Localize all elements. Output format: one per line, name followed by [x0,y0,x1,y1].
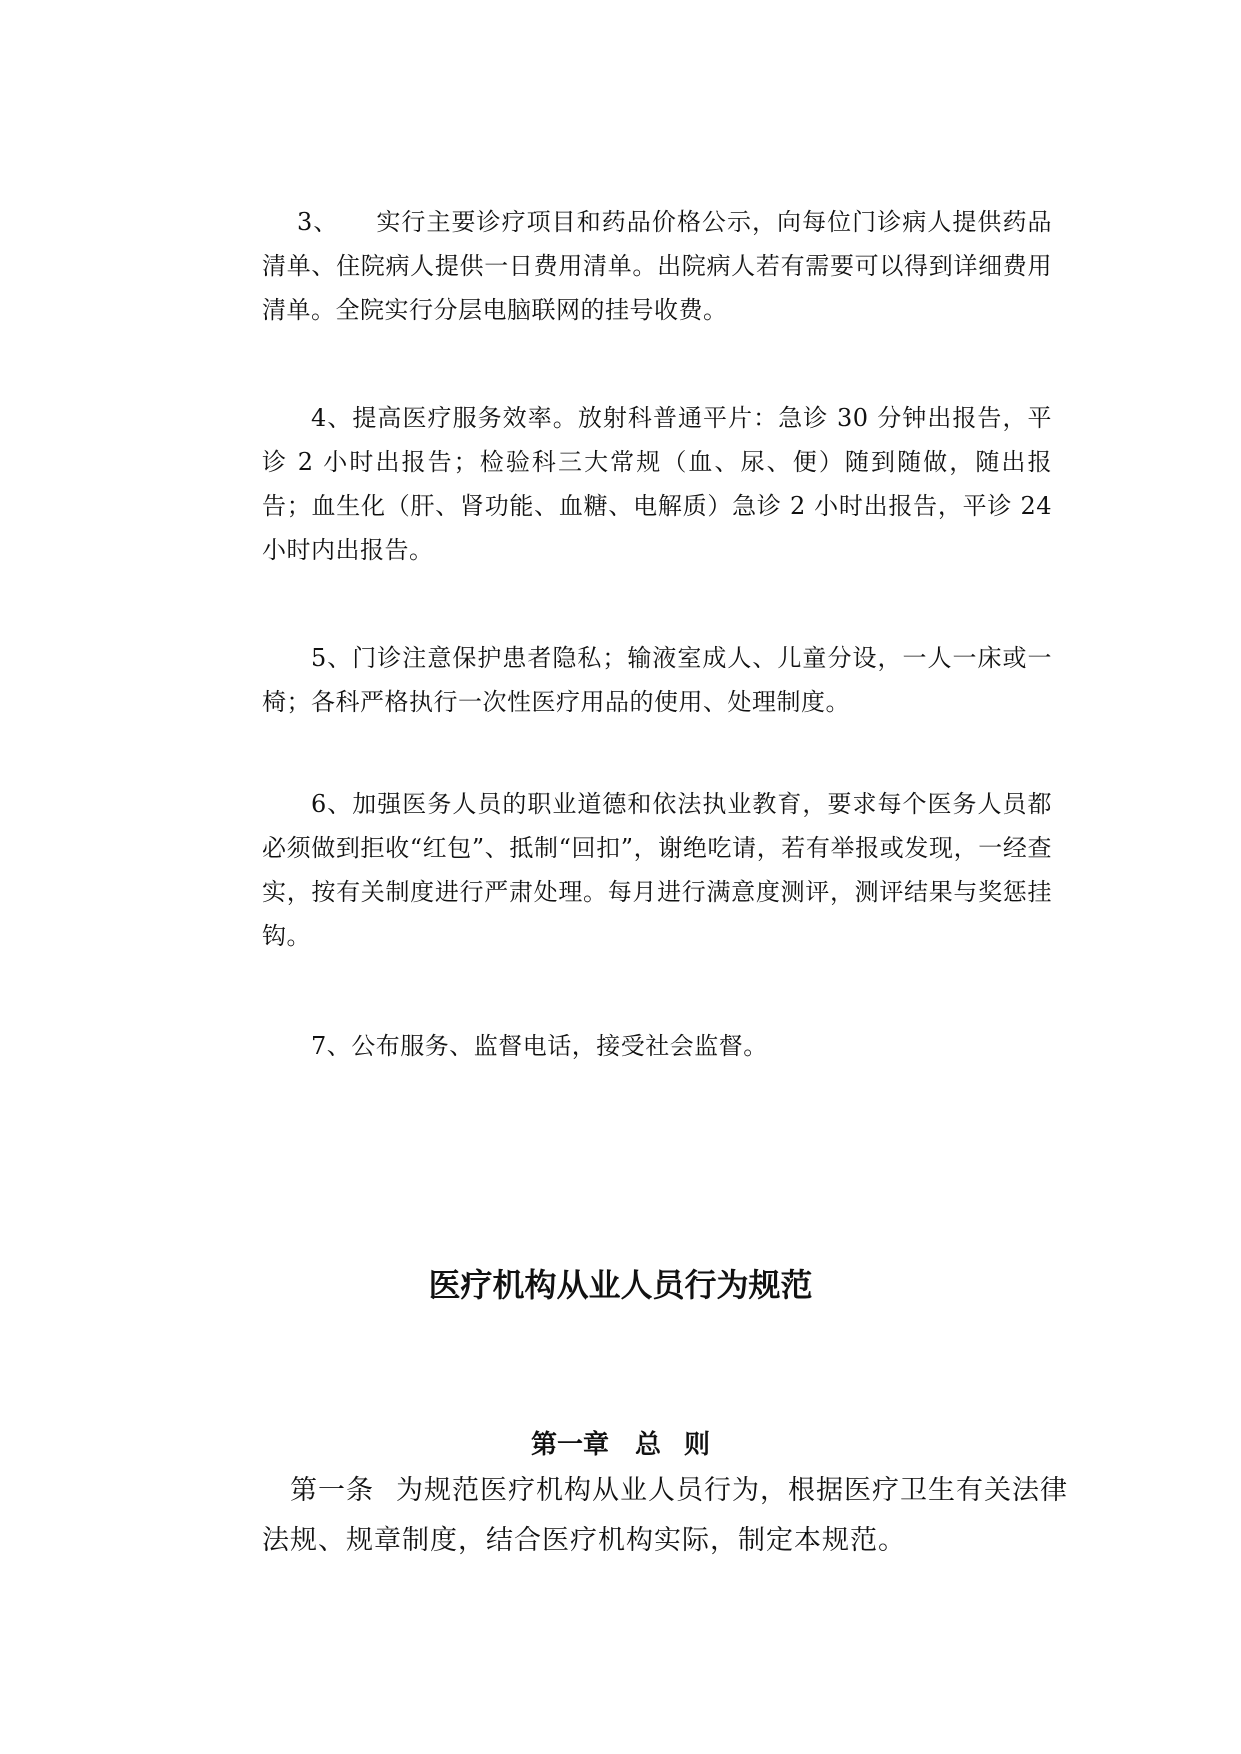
paragraph-text: 提高医疗服务效率。放射科普通平片：急诊 30 分钟出报告，平诊 2 小时出报告；检验科三大常规（血、尿、便）随到随做，随出报告；血生化（肝、肾功能、血糖、电解质）急诊 2 小时出报告，平诊 24 小时内出报告。 [262,404,1052,564]
paragraph-number: 7、 [311,1032,352,1060]
paragraph-6 [262,782,1052,958]
article-label: 第一条 [290,1475,374,1506]
paragraph-number: 5、 [311,644,353,672]
article-text: 为规范医疗机构从业人员行为，根据医疗卫生有关法律法规、规章制度，结合医疗机构实际，制定本规范。 [262,1475,1068,1556]
paragraph-text: 公布服务、监督电话，接受社会监督。 [351,1032,768,1060]
document-title: 医疗机构从业人员行为规范 [428,1266,813,1304]
chapter-heading: 第一章 总 则 [530,1430,711,1460]
paragraph-3 [262,200,1052,332]
paragraph-text: 门诊注意保护患者隐私；输液室成人、儿童分设，一人一床或一椅；各科严格执行一次性医疗用品的使用、处理制度。 [262,644,1052,716]
article-1 [262,1466,1072,1566]
paragraph-text: 实行主要诊疗项目和药品价格公示，向每位门诊病人提供药品清单、住院病人提供一日费用清单。出院病人若有需要可以得到详细费用清单。全院实行分层电脑联网的挂号收费。 [262,208,1052,324]
paragraph-4 [262,396,1052,572]
paragraph-5 [262,636,1052,724]
paragraph-number: 3、 [297,208,339,236]
paragraph-text: 加强医务人员的职业道德和依法执业教育，要求每个医务人员都必须做到拒收“红包”、抵制“回扣”，谢绝吃请，若有举报或发现，一经查实，按有关制度进行严肃处理。每月进行满意度测评，测评结果与奖惩挂钩。 [262,790,1052,950]
paragraph-number: 6、 [311,790,353,818]
paragraph-number: 4、 [311,404,353,432]
paragraph-7 [262,1024,1052,1068]
